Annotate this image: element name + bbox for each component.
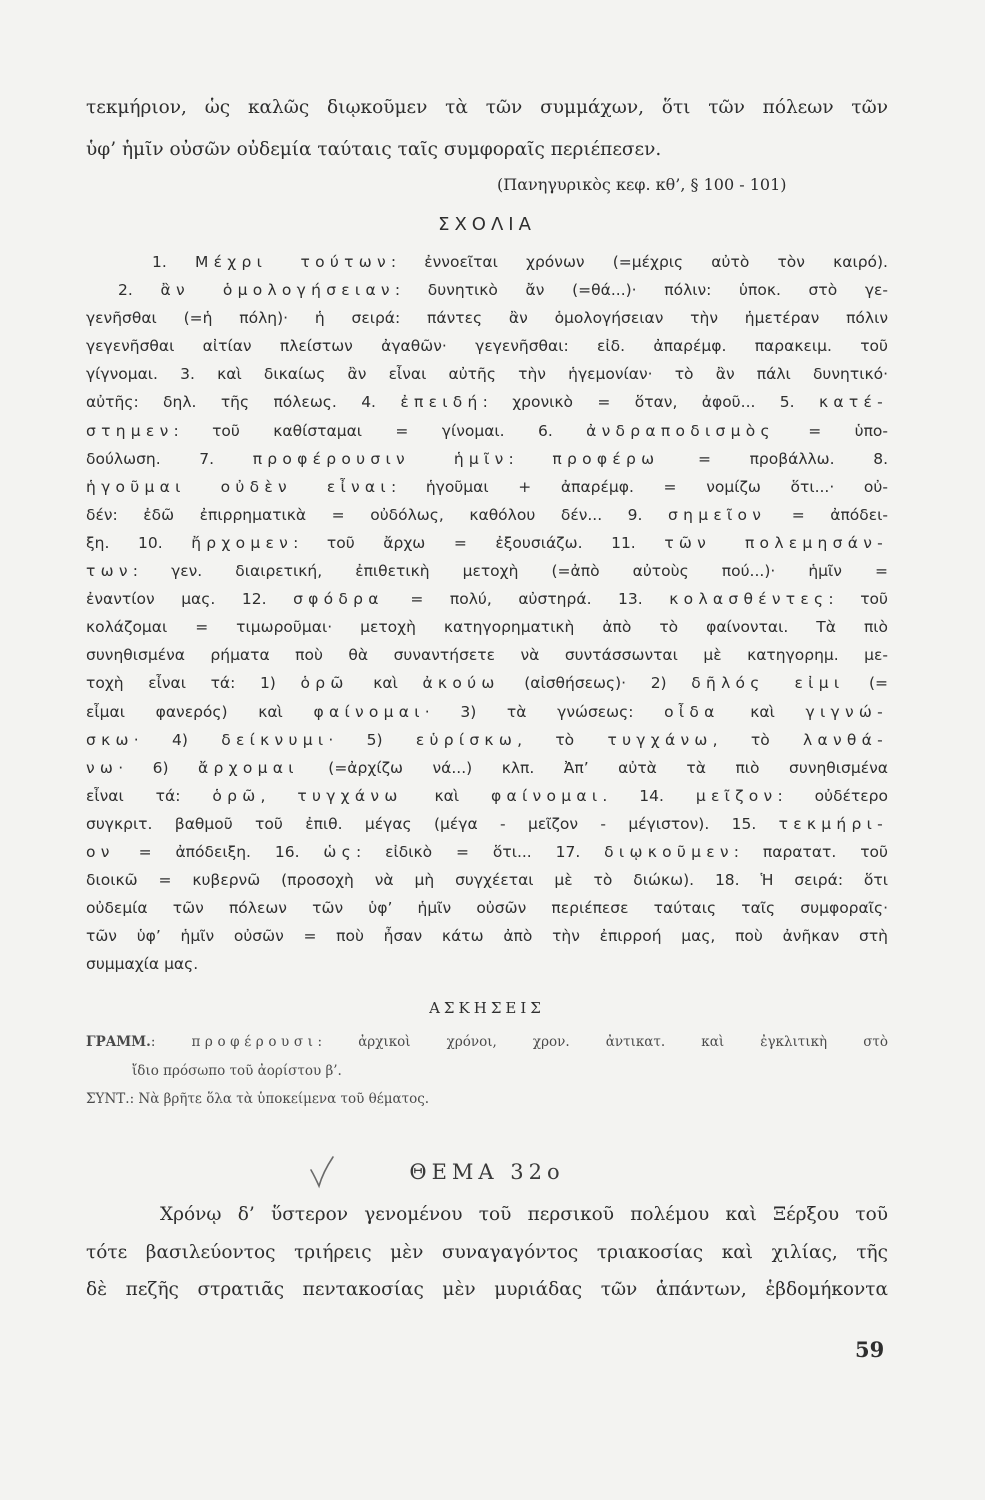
- text-run: , τὸ: [517, 730, 608, 749]
- text-run: · 4): [133, 730, 222, 749]
- emphasized-term: προφέρουσιν ἡμῖν: [252, 449, 509, 468]
- text-run: οὐδεμία τῶν πόλεων τῶν ὑφ’ ἡμῖν οὐσῶν περιέπεσε ταύταις ταῖς συμφοραῖς·: [86, 899, 888, 918]
- text-run: γίγνομαι. 3. καὶ δικαίως ἂν εἶναι αὐτῆς τὴν ἡγεμονίαν· τὸ ἂν πάλι δυνητικό·: [86, 365, 888, 384]
- text-line: [86, 585, 888, 613]
- text-line: [86, 838, 888, 866]
- text-line: [86, 304, 888, 332]
- text-run: καὶ: [719, 702, 806, 721]
- text-run: εἶναι τά:: [86, 786, 213, 805]
- emphasized-term: ὁρῶ: [300, 674, 349, 693]
- text-line: [86, 388, 888, 416]
- text-line: [86, 1196, 888, 1234]
- text-line: [86, 529, 888, 557]
- text-run: καὶ: [402, 786, 492, 805]
- theme-passage: [86, 1196, 888, 1309]
- text-run: τότε βασιλεύοντος τριήρεις μὲν συναγαγόντος τριακοσίας καὶ χιλίας, τῆς: [86, 1241, 888, 1263]
- text-run: τῶν ὑφ’ ἡμῖν οὐσῶν = ποὺ ἦσαν κάτω ἀπὸ τὴν ἐπιρροή μας, ποὺ ἀνῆκαν στὴ: [86, 927, 888, 946]
- text-line: [86, 417, 888, 445]
- text-line: [86, 641, 888, 669]
- text-line: [86, 894, 888, 922]
- text-run: τοχὴ εἶναι τά: 1): [86, 674, 301, 693]
- emphasized-term: φαίνομαι: [313, 702, 425, 721]
- scholia-notes: [86, 248, 888, 978]
- text-run: :: [150, 1034, 192, 1050]
- text-run: :: [508, 449, 553, 468]
- text-line: [86, 754, 888, 782]
- emphasized-term: τυγχάνω: [607, 730, 713, 749]
- emphasized-term: γιγνώ-: [805, 702, 888, 721]
- emphasized-term: δῆλός εἰμι: [691, 674, 845, 693]
- emphasized-term: διῳκοῦμεν: [604, 842, 734, 861]
- emphasized-term: στημεν: [86, 421, 174, 440]
- text-run: τεκμήριον, ὡς καλῶς διῳκοῦμεν τὰ τῶν συμμάχων, ὅτι τῶν πόλεων τῶν: [86, 97, 888, 118]
- text-run: 1.: [152, 253, 195, 271]
- text-run: 2.: [118, 281, 161, 300]
- emphasized-term: Μέχρι τούτων: [194, 253, 391, 271]
- text-run: ὑφ’ ἡμῖν οὐσῶν οὐδεμία ταύταις ταῖς συμφοραῖς περιέπεσεν.: [86, 139, 662, 160]
- emphasized-term: νω: [86, 758, 119, 777]
- text-run: . 14.: [602, 786, 696, 805]
- text-run: ἐναντίον μας. 12.: [86, 590, 294, 609]
- emphasized-term: μεῖζον: [695, 786, 778, 805]
- emphasized-term: οἶδα: [664, 702, 720, 721]
- emphasized-term: λανθά-: [803, 730, 888, 749]
- emphasized-term: ἡγοῦμαι οὐδὲν εἶναι: [86, 477, 391, 496]
- text-run: : ἐννοεῖται χρόνων (=μέχρις αὐτὸ τὸν καιρό).: [390, 253, 888, 271]
- text-run: ξη. 10.: [86, 533, 192, 552]
- text-line: [86, 501, 888, 529]
- text-run: ΣΥΝΤ.: Νὰ βρῆτε ὅλα τὰ ὑποκείμενα τοῦ θέματος.: [86, 1091, 430, 1107]
- emphasized-term: ἐπειδή: [400, 393, 483, 412]
- text-line: [86, 473, 888, 501]
- text-run: συγκριτ. βαθμοῦ τοῦ ἐπιθ. μέγας (μέγα - μεῖζον - μέγιστον). 15.: [86, 814, 779, 833]
- text-run: (=: [844, 674, 888, 693]
- text-line: [86, 445, 888, 473]
- emphasized-term: ἀνδραποδισμὸς: [586, 421, 775, 440]
- text-line: [86, 276, 888, 304]
- source-citation: (Πανηγυρικὸς κεφ. κθ’, § 100 - 101): [497, 175, 787, 194]
- text-line: [86, 669, 888, 697]
- text-run: : χρονικὸ = ὅταν, ἀφοῦ... 5.: [482, 393, 819, 412]
- text-line: [86, 1085, 888, 1114]
- text-run: ἴδιο πρόσωπο τοῦ ἀορίστου β’.: [132, 1062, 342, 1079]
- text-run: = προβάλλω. 8.: [659, 449, 888, 468]
- text-line: [86, 1057, 888, 1086]
- text-line: [86, 1028, 888, 1057]
- text-run: δούλωση. 7.: [86, 449, 253, 468]
- text-run: · 6): [118, 758, 199, 777]
- text-line: [86, 87, 888, 129]
- exercises-heading: ΑΣΚΗΣΕΙΣ: [429, 999, 545, 1017]
- text-line: [86, 332, 888, 360]
- text-line: [86, 698, 888, 726]
- page-number: 59: [855, 1337, 885, 1362]
- text-run: : τοῦ ἄρχω = ἐξουσιάζω. 11.: [293, 533, 665, 552]
- text-run: = ἀπόδειξη. 16.: [114, 842, 324, 861]
- emphasized-term: τῶν πολεμησάν-: [664, 533, 888, 552]
- emphasized-term: ὡς: [323, 842, 357, 861]
- emphasized-term: ὁρῶ: [212, 786, 261, 805]
- text-run: (αἰσθήσεως)· 2): [499, 674, 692, 693]
- text-line: [86, 360, 888, 388]
- text-run: : παρατατ. τοῦ: [733, 842, 888, 861]
- text-run: : δυνητικὸ ἄν (=θά...)· πόλιν: ὑποκ. στὸ γε-: [394, 281, 888, 300]
- emphasized-term: τυγχάνω: [297, 786, 403, 805]
- emphasized-term: ἄρχομαι: [198, 758, 299, 777]
- text-run: : οὐδέτερο: [777, 786, 888, 805]
- text-line: [86, 129, 888, 171]
- emphasized-term: σημεῖον: [668, 505, 767, 524]
- emphasized-term: τεκμήρι-: [778, 814, 888, 833]
- text-run: : εἰδικὸ = ὅτι... 17.: [356, 842, 605, 861]
- text-line: [86, 950, 888, 978]
- text-run: · 3) τὰ γνώσεως:: [424, 702, 665, 721]
- text-run: Χρόνῳ δ’ ὕστερον γενομένου τοῦ περσικοῦ πολέμου καὶ Ξέρξου τοῦ: [160, 1204, 888, 1225]
- text-run: = πολύ, αὐστηρά. 13.: [383, 590, 670, 609]
- text-run: δέν: ἐδῶ ἐπιρρηματικὰ = οὐδόλως, καθόλου δέν... 9.: [86, 505, 669, 524]
- emphasized-term: των: [86, 562, 133, 581]
- text-run: : τοῦ: [828, 590, 888, 609]
- emphasized-term: κολασθέντες: [669, 590, 829, 609]
- text-run: : γεν. διαιρετική, ἐπιθετικὴ μετοχὴ (=ἀπὸ αὐτοὺς πού...)· ἡμῖν =: [132, 562, 888, 581]
- text-run: (=ἀρχίζω νά...) κλπ. Ἀπ’ αὐτὰ τὰ πιὸ συνηθισμένα: [298, 758, 888, 777]
- emphasized-term: προφέρουσι: [191, 1034, 318, 1050]
- emphasized-term: δείκνυμι: [221, 730, 329, 749]
- text-line: [86, 613, 888, 641]
- exercises-list: [86, 1028, 888, 1114]
- text-line: [86, 248, 888, 276]
- text-run: εἶμαι φανερός) καὶ: [86, 702, 314, 721]
- source-passage: [86, 87, 888, 171]
- text-line: [86, 922, 888, 950]
- emphasized-term: προφέρω: [552, 449, 660, 468]
- scholia-heading: ΣΧΟΛΙΑ: [438, 214, 536, 235]
- text-run: κολάζομαι = τιμωροῦμαι· μετοχὴ κατηγορηματικὴ ἀπὸ τὸ φαίνονται. Τὰ πιὸ: [86, 618, 888, 637]
- text-line: [86, 866, 888, 894]
- emphasized-term: ἂν ὁμολογήσειαν: [160, 281, 395, 300]
- emphasized-term: εὑρίσκω: [415, 730, 518, 749]
- text-line: [86, 1271, 888, 1309]
- text-run: ,: [260, 786, 298, 805]
- emphasized-term: ον: [86, 842, 115, 861]
- emphasized-term: σφόδρα: [293, 590, 384, 609]
- text-line: [86, 810, 888, 838]
- text-run: · 5): [328, 730, 416, 749]
- text-run: : τοῦ καθίσταμαι = γίνομαι. 6.: [173, 421, 587, 440]
- text-run: αὐτῆς: δηλ. τῆς πόλεως. 4.: [86, 393, 401, 412]
- text-run: καὶ: [348, 674, 423, 693]
- text-line: [86, 726, 888, 754]
- text-line: [86, 782, 888, 810]
- emphasized-term: σκω: [86, 730, 134, 749]
- emphasized-term: ἀκούω: [422, 674, 500, 693]
- text-run: = ἀπόδει-: [766, 505, 888, 524]
- text-run: συμμαχία μας.: [86, 955, 199, 974]
- text-run: γενῆσθαι (=ἡ πόλη)· ἡ σειρά: πάντες ἂν ὁμολογήσειαν τὴν ἡμετέραν πόλιν: [86, 309, 888, 328]
- emphasized-term: φαίνομαι: [491, 786, 603, 805]
- text-run: διοικῶ = κυβερνῶ (προσοχὴ νὰ μὴ συγχέεται μὲ τὸ διώκω). 18. Ἡ σειρά: ὅτι: [86, 871, 888, 890]
- text-run: γεγενῆσθαι αἰτίαν πλείστων ἀγαθῶν· γεγενῆσθαι: εἰδ. ἀπαρέμφ. παρακειμ. τοῦ: [86, 337, 888, 356]
- text-line: [86, 557, 888, 585]
- text-run: : ἡγοῦμαι + ἀπαρέμφ. = νομίζω ὅτι...· οὐ-: [390, 477, 888, 496]
- text-line: [86, 1234, 888, 1272]
- text-run: = ὑπο-: [774, 421, 888, 440]
- text-run: συνηθισμένα ρήματα ποὺ θὰ συναντήσετε νὰ συντάσσωνται μὲ κατηγορημ. με-: [86, 646, 888, 665]
- bold-label: ΓΡΑΜΜ.: [86, 1034, 151, 1050]
- emphasized-term: κατέ-: [818, 393, 888, 412]
- text-run: δὲ πεζῆς στρατιᾶς πεντακοσίας μὲν μυριάδας τῶν ἁπάντων, ἑβδομήκοντα: [86, 1279, 888, 1300]
- theme-heading: ΘΕΜΑ 32ο: [409, 1160, 565, 1184]
- text-run: , τὸ: [712, 730, 804, 749]
- text-run: : ἀρχικοὶ χρόνοι, χρον. ἀντικατ. καὶ ἐγκλιτικὴ στὸ: [317, 1034, 888, 1050]
- emphasized-term: ἤρχομεν: [191, 533, 294, 552]
